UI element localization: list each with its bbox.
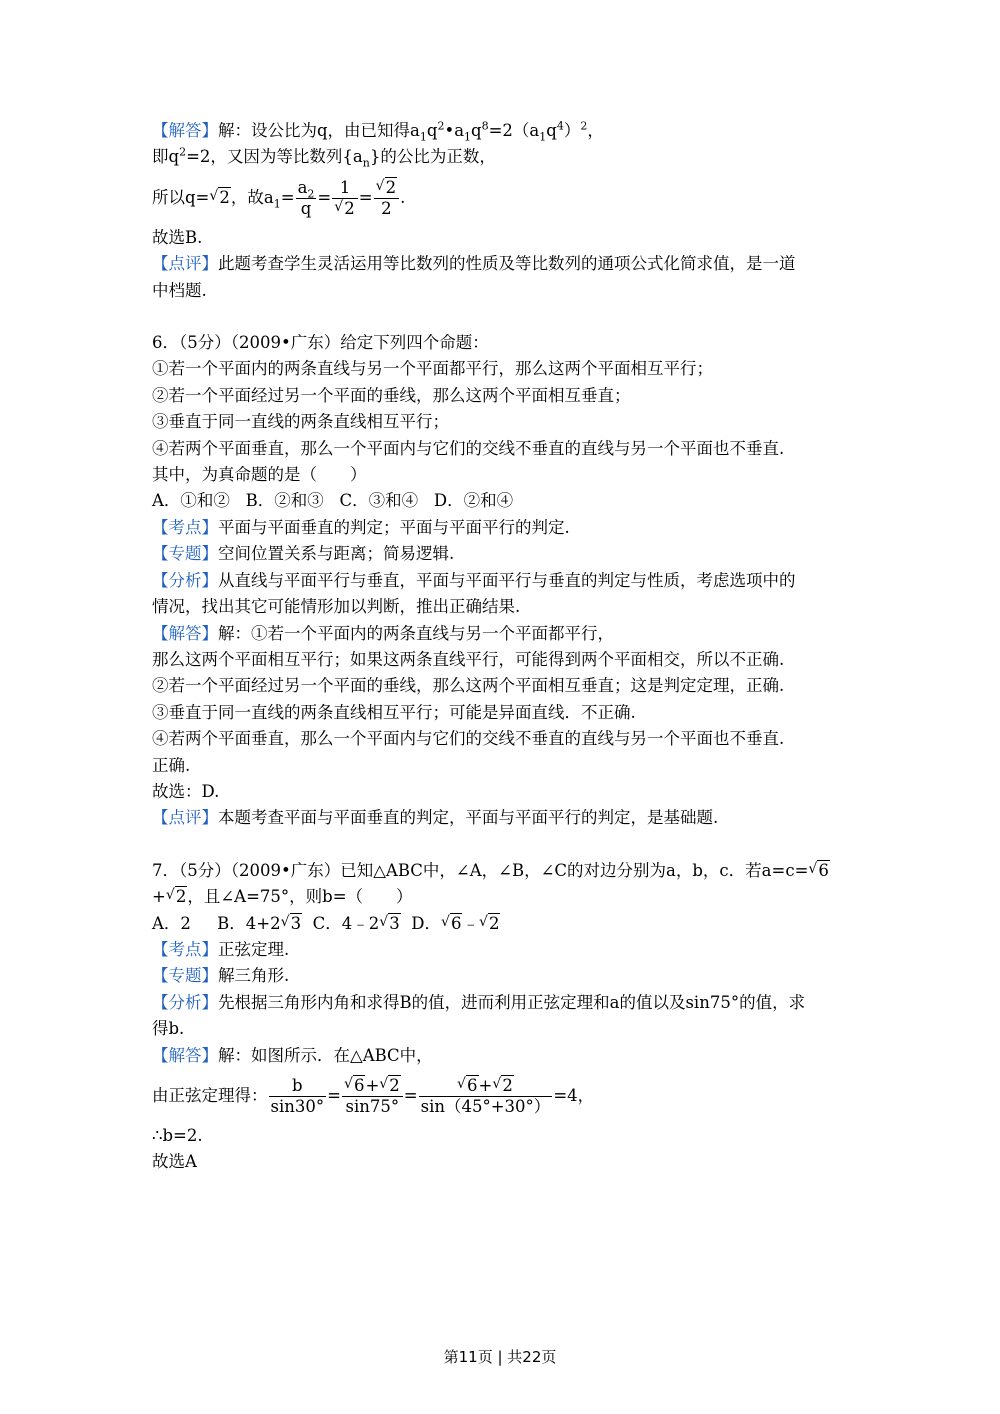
fraction-over-sin-sum: √ 6+ √ 2 sin（45°+30°） <box>420 1076 551 1116</box>
q6-question: 其中，为真命题的是（ ） <box>152 465 367 485</box>
q5-review-line1: 【点评】此题考查学生灵活运用等比数列的性质及等比数列的通项公式化简求值，是一道 <box>152 254 796 274</box>
q7-solution-line3: ∴b=2. <box>152 1126 203 1145</box>
page-footer: 第11页 | 共22页 <box>443 1348 557 1366</box>
q6-solution-line1: 【解答】解：①若一个平面内的两条直线与另一个平面都平行， <box>152 623 614 643</box>
fraction-1-over-sqrt2: 1 √ 2 <box>332 178 358 219</box>
q5-conclusion: 故选B. <box>152 227 203 247</box>
q7-conclusion: 故选A <box>152 1152 197 1172</box>
q6-solution-line2: 那么这两个平面相互平行；如果这两条直线平行，可能得到两个平面相交，所以不正确. <box>152 649 785 669</box>
q7-header-line1: 7．（5分）（2009•广东）已知△ABC中，∠A，∠B，∠C的对边分别为a，b，c．若a=c= √ 6 <box>152 860 829 880</box>
q5-review-line2: 中档题. <box>152 280 207 300</box>
q6-proposition-3: ③垂直于同一直线的两条直线相互平行； <box>152 412 449 432</box>
q6-proposition-2: ②若一个平面经过另一个平面的垂线，那么这两个平面相互垂直； <box>152 385 631 405</box>
q6-solution-line3: ②若一个平面经过另一个平面的垂线，那么这两个平面相互垂直；这是判定定理，正确. <box>152 676 785 696</box>
q6-kaodian: 【考点】平面与平面垂直的判定；平面与平面平行的判定. <box>152 517 570 537</box>
q7-fenxi-line2: 得b. <box>152 1019 185 1039</box>
tag-solution: 【解答】 <box>152 121 218 140</box>
q6-fenxi-line1: 【分析】从直线与平面平行与垂直，平面与平面平行与垂直的判定与性质，考虑选项中的 <box>152 570 796 590</box>
q6-solution-line6: 正确. <box>152 755 191 775</box>
fraction-over-sin75: √ 6+ √ 2 sin75° <box>342 1076 403 1117</box>
fraction-sqrt2-over-2: √ 2 2 <box>374 178 400 219</box>
tag-review: 【点评】 <box>152 254 218 274</box>
q5-solution-line2: 即$q^2=2$，又因为等比数列$\{a_n\}$的公比为正数， <box>152 145 496 170</box>
q5-solution-line3: 所以q= √ 2，故$a_1=$ $\frac{a_2}{q}$ = 1 √ 2 = √ 2 2 . <box>152 171 852 225</box>
fraction-a2-over-q: $\frac{a_2}{q}$ <box>297 177 315 218</box>
q6-review: 【点评】本题考查平面与平面垂直的判定，平面与平面平行的判定，是基础题. <box>152 808 719 828</box>
q6-zhuanti: 【专题】空间位置关系与距离；简易逻辑. <box>152 544 455 564</box>
fraction-b-over-sin30: $\frac{b}{\sin 30^\circ}$ <box>270 1076 325 1116</box>
q6-solution-line4: ③垂直于同一直线的两条直线相互平行；可能是异面直线．不正确. <box>152 702 636 722</box>
q7-kaodian: 【考点】正弦定理. <box>152 939 290 959</box>
q6-options: A．①和② B．②和③ C．③和④ D．②和④ <box>152 491 514 511</box>
q5-solution-line1: 【解答】解：设公比为q，由已知得$a_1q^2•a_1q^8=2(a_1q^4)^2$， <box>152 119 604 144</box>
q6-header: 6．（5分）（2009•广东）给定下列四个命题： <box>152 333 489 353</box>
q6-proposition-1: ①若一个平面内的两条直线与另一个平面都平行，那么这两个平面相互平行； <box>152 359 713 379</box>
q6-fenxi-line2: 情况，找出其它可能情形加以判断，推出正确结果. <box>152 597 521 617</box>
q7-options: A．2 B．4+2 √ 3 C．4﹣2 √ 3 D． √ 6﹣ √ 2 <box>152 913 500 933</box>
q6-solution-line5: ④若两个平面垂直，那么一个平面内与它们的交线不垂直的直线与另一个平面也不垂直. <box>152 729 785 749</box>
q7-fenxi-line1: 【分析】先根据三角形内角和求得B的值，进而利用正弦定理和a的值以及sin75°的值，求 <box>152 992 806 1012</box>
q6-proposition-4: ④若两个平面垂直，那么一个平面内与它们的交线不垂直的直线与另一个平面也不垂直. <box>152 438 785 458</box>
q7-zhuanti: 【专题】解三角形. <box>152 966 290 986</box>
document-body <box>152 118 852 1176</box>
q7-solution-line2: 由正弦定理得： $\frac{b}{\sin 30^\circ}$ = √ 6+ √ 2 sin75° = √ 6+ √ 2 sin（45°+30°） =4， <box>152 1076 595 1116</box>
q6-conclusion: 故选：D. <box>152 781 220 801</box>
q7-header-line2: + √ 2，且∠A=75°，则b=（ ） <box>152 887 413 907</box>
q7-solution-line1: 【解答】解：如图所示．在△ABC中， <box>152 1045 433 1065</box>
sqrt-2: √ 2 <box>209 187 230 207</box>
